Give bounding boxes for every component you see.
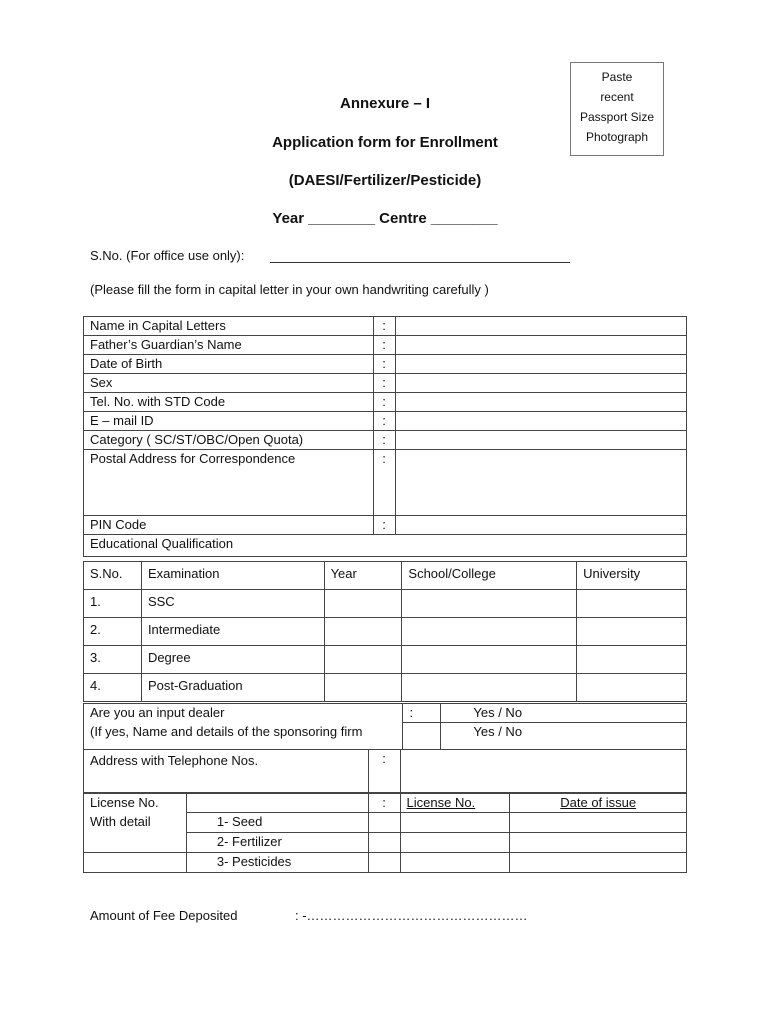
photo-line: Paste [601, 70, 633, 84]
sponsor-yes-no[interactable]: Yes / No [441, 723, 687, 750]
colon: : [373, 374, 395, 393]
address-telephone-table [83, 749, 687, 793]
column-header: Year [324, 562, 402, 590]
category-field[interactable] [395, 431, 686, 450]
pesticide-license-no-field[interactable] [400, 853, 510, 873]
field-label: Sex [84, 374, 374, 393]
license-item: 1- Seed [186, 813, 368, 833]
row-exam: Post-Graduation [141, 674, 324, 702]
photo-line: Photograph [585, 130, 649, 144]
colon: : [373, 336, 395, 355]
colon: : [373, 450, 395, 516]
row-exam: SSC [141, 590, 324, 618]
year-cell[interactable] [324, 674, 402, 702]
year-centre-line: Year ________ Centre ________ [272, 210, 498, 227]
university-cell[interactable] [577, 590, 687, 618]
colon: : [373, 516, 395, 535]
license-spacer [368, 833, 400, 853]
license-item: 3- Pesticides [186, 853, 368, 873]
license-label: License No. [84, 794, 187, 813]
row-sno: 2. [84, 618, 142, 646]
office-sno-label: S.No. (For office use only): [90, 248, 245, 263]
colon: : [373, 317, 395, 336]
license-item: 2- Fertilizer [186, 833, 368, 853]
guardian-name-field[interactable] [395, 336, 686, 355]
year-cell[interactable] [324, 646, 402, 674]
telephone-field[interactable] [395, 393, 686, 412]
column-header: University [577, 562, 687, 590]
column-header: Examination [141, 562, 324, 590]
table-row [84, 374, 687, 393]
table-row [84, 853, 687, 873]
school-cell[interactable] [402, 674, 577, 702]
column-header: S.No. [84, 562, 142, 590]
field-label: PIN Code [84, 516, 374, 535]
colon: : [373, 355, 395, 374]
dob-field[interactable] [395, 355, 686, 374]
date-of-issue-header: Date of issue [510, 794, 687, 813]
education-heading: Educational Qualification [84, 535, 687, 557]
university-cell[interactable] [577, 618, 687, 646]
field-label: Name in Capital Letters [84, 317, 374, 336]
license-label-blank [84, 853, 187, 873]
university-cell[interactable] [577, 646, 687, 674]
year-cell[interactable] [324, 590, 402, 618]
seed-date-field[interactable] [510, 813, 687, 833]
colon: : [373, 412, 395, 431]
fertilizer-license-no-field[interactable] [400, 833, 510, 853]
form-title: Application form for Enrollment [272, 134, 498, 151]
email-field[interactable] [395, 412, 686, 431]
sex-field[interactable] [395, 374, 686, 393]
field-label: Father’s Guardian’s Name [84, 336, 374, 355]
table-row [84, 431, 687, 450]
university-cell[interactable] [577, 674, 687, 702]
photo-line: Passport Size [579, 110, 655, 124]
column-header: School/College [402, 562, 577, 590]
license-spacer [368, 813, 400, 833]
office-sno-field[interactable] [270, 262, 570, 263]
colon: : [368, 750, 400, 793]
row-exam: Degree [141, 646, 324, 674]
photo-box [570, 62, 664, 156]
table-row [84, 794, 687, 813]
sponsor-blank [403, 723, 441, 750]
sponsor-label: (If yes, Name and details of the sponsoring firm [84, 723, 403, 750]
table-row [84, 516, 687, 535]
table-row [84, 393, 687, 412]
table-row [84, 723, 687, 750]
table-row [84, 412, 687, 431]
dealer-table [83, 703, 687, 750]
school-cell[interactable] [402, 618, 577, 646]
table-row [84, 833, 687, 853]
colon: : [368, 794, 400, 813]
pin-code-field[interactable] [395, 516, 686, 535]
seed-license-no-field[interactable] [400, 813, 510, 833]
license-spacer [368, 853, 400, 873]
license-table [83, 793, 687, 873]
instruction-note: (Please fill the form in capital letter in your own handwriting carefully ) [90, 282, 489, 297]
dealer-question: Are you an input dealer [84, 704, 403, 723]
license-label-blank [84, 833, 187, 853]
license-no-header: License No. [400, 794, 510, 813]
colon: : [373, 393, 395, 412]
field-label: Date of Birth [84, 355, 374, 374]
row-sno: 4. [84, 674, 142, 702]
field-label: E – mail ID [84, 412, 374, 431]
row-sno: 3. [84, 646, 142, 674]
fee-label: Amount of Fee Deposited [90, 908, 238, 923]
table-row [84, 336, 687, 355]
table-row [84, 355, 687, 374]
dealer-yes-no[interactable]: Yes / No [441, 704, 687, 723]
license-label-detail: With detail [84, 813, 187, 833]
table-row [84, 535, 687, 557]
address-telephone-field[interactable] [400, 750, 686, 793]
table-row [84, 317, 687, 336]
table-row [84, 618, 687, 646]
table-row [84, 813, 687, 833]
annexure-title: Annexure – I [339, 95, 431, 112]
table-row [84, 450, 687, 516]
table-row [84, 704, 687, 723]
colon: : [373, 431, 395, 450]
fertilizer-date-field[interactable] [510, 833, 687, 853]
school-cell[interactable] [402, 646, 577, 674]
colon: : [403, 704, 441, 723]
fee-field[interactable]: : -…………………………………………… [295, 908, 528, 923]
personal-details-table [83, 316, 687, 557]
field-label: Postal Address for Correspondence [84, 450, 374, 516]
education-table [83, 561, 687, 702]
name-field[interactable] [395, 317, 686, 336]
field-label: Tel. No. with STD Code [84, 393, 374, 412]
school-cell[interactable] [402, 590, 577, 618]
table-row [84, 646, 687, 674]
postal-address-field[interactable] [395, 450, 686, 516]
address-telephone-label: Address with Telephone Nos. [84, 750, 369, 793]
table-row [84, 750, 687, 793]
row-exam: Intermediate [141, 618, 324, 646]
table-row [84, 590, 687, 618]
table-row [84, 674, 687, 702]
row-sno: 1. [84, 590, 142, 618]
photo-line: recent [600, 90, 634, 104]
pesticide-date-field[interactable] [510, 853, 687, 873]
year-cell[interactable] [324, 618, 402, 646]
table-header-row [84, 562, 687, 590]
license-blank [186, 794, 368, 813]
form-category: (DAESI/Fertilizer/Pesticide) [288, 172, 482, 189]
field-label: Category ( SC/ST/OBC/Open Quota) [84, 431, 374, 450]
